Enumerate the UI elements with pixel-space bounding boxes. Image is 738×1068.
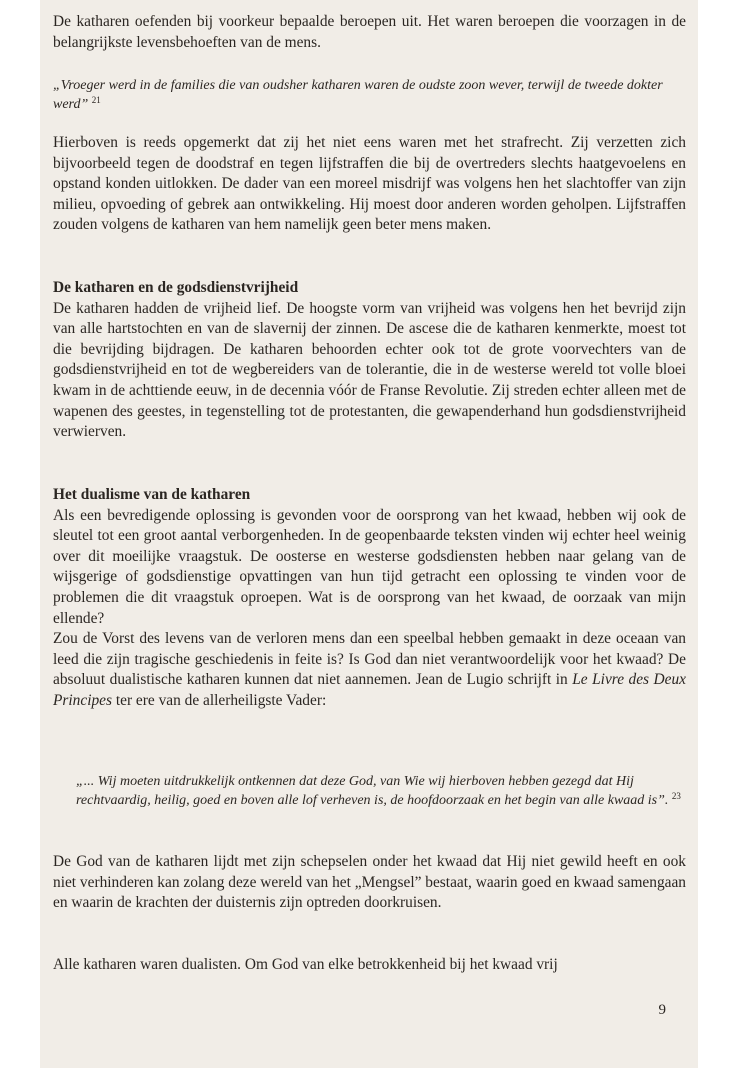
paragraph-text: De God van de katharen lijdt met zijn schepselen onder het kwaad dat Hij niet gewild heeft en ook niet verhinderen kan zolang deze wereld van het „Mengsel” bestaat, waarin goed en kwaad samengaan en waarin de krachten der duisternis zijn optreden doorkruisen. <box>53 853 686 912</box>
quote-text: „... Wij moeten uitdrukkelijk ontkennen dat deze God, van Wie wij hierboven hebben gezegd dat Hij rechtvaardig, heilig, goed en boven alle lof verheven is, de hoofdoorzaak en het begin van alle kwaad is”. <box>76 774 669 808</box>
section-dualism <box>53 485 686 712</box>
paragraph-professions <box>53 12 686 53</box>
paragraph-criminal-law <box>53 133 686 236</box>
paragraph-text-part: ter ere van de allerheiligste Vader: <box>112 691 327 709</box>
section-freedom <box>53 278 686 443</box>
book-page <box>40 0 698 1068</box>
paragraph-text-part: Zou de Vorst des levens van de verloren mens dan een speelbal hebben gemaakt in deze oceaan van leed die zijn tragische geschiedenis in feite is? Is God dan niet verantwoordelijk voor het kwaad? De absoluut dualistische katharen kunnen dat niet aannemen. Jean de Lugio schrijft in <box>53 630 686 689</box>
footnote-ref: 23 <box>671 791 681 801</box>
paragraph-text <box>53 629 686 711</box>
paragraph-text: Als een bevredigende oplossing is gevonden voor de oorsprong van het kwaad, hebben wij ook de sleutel tot een groot aantal verborgenheden. In de geopenbaarde teksten vinden wij echter heel weinig over dit moeilijke vraagstuk. De oosterse en westerse godsdiensten hebben naar gelang van de wijsgerige of godsdienstige opvattingen van hun tijd getracht een oplossing te vinden voor de problemen die dit vraagstuk oproepen. Wat is de oorsprong van het kwaad, de oorzaak van mijn ellende? <box>53 506 686 627</box>
quote-professions <box>53 76 686 114</box>
section-heading: De katharen en de godsdienstvrijheid <box>53 279 299 296</box>
paragraph-text: De katharen hadden de vrijheid lief. De hoogste vorm van vrijheid was volgens hen het bevrijd zijn van alle hartstochten en van de slavernij der zinnen. De ascese die de katharen kenmerkte, moest tot die bevrijding bijdragen. De katharen behoorden echter ook tot de grote voorvechters van de godsdienstvrijheid en tot de wegbereiders van de tolerantie, die in de westerse wereld tot volle bloei kwam in de achttiende eeuw, in de decennia vóór de Franse Revolutie. Zij streden echter alleen met de wapenen des geestes, in tegenstelling tot de protestanten, die gewapenderhand hun godsdienstvrijheid verwierven. <box>53 299 686 441</box>
quote-text: „Vroeger werd in de families die van oudsher katharen waren de oudste zoon wever, terwijl de tweede dokter werd” <box>53 78 663 112</box>
paragraph-text: Hierboven is reeds opgemerkt dat zij het niet eens waren met het strafrecht. Zij verzetten zich bijvoorbeeld tegen de doodstraf en tegen lijfstraffen die bij de overtreders slechts haatgevoelens en opstand konden uitlokken. De dader van een moreel misdrijf was volgens hen het slachtoffer van zijn milieu, opvoeding of gebrek aan ontwikkeling. Hij moest door anderen worden geholpen. Lijfstraffen zouden volgens de katharen van hem namelijk geen beter mens maken. <box>53 134 686 234</box>
paragraph-text: Alle katharen waren dualisten. Om God van elke betrokkenheid bij het kwaad vrij <box>53 956 558 973</box>
page-number: 9 <box>658 1002 666 1018</box>
footnote-ref: 21 <box>91 95 101 105</box>
paragraph-god-suffers <box>53 852 686 914</box>
section-heading: Het dualisme van de katharen <box>53 486 251 503</box>
paragraph-dualists <box>53 955 686 976</box>
paragraph-text: De katharen oefenden bij voorkeur bepaalde beroepen uit. Het waren beroepen die voorzagen in de belangrijkste levensbehoeften van de mens. <box>53 13 686 51</box>
quote-lugio <box>76 772 684 810</box>
book-title: Le Livre des Deux Principes <box>53 671 686 709</box>
